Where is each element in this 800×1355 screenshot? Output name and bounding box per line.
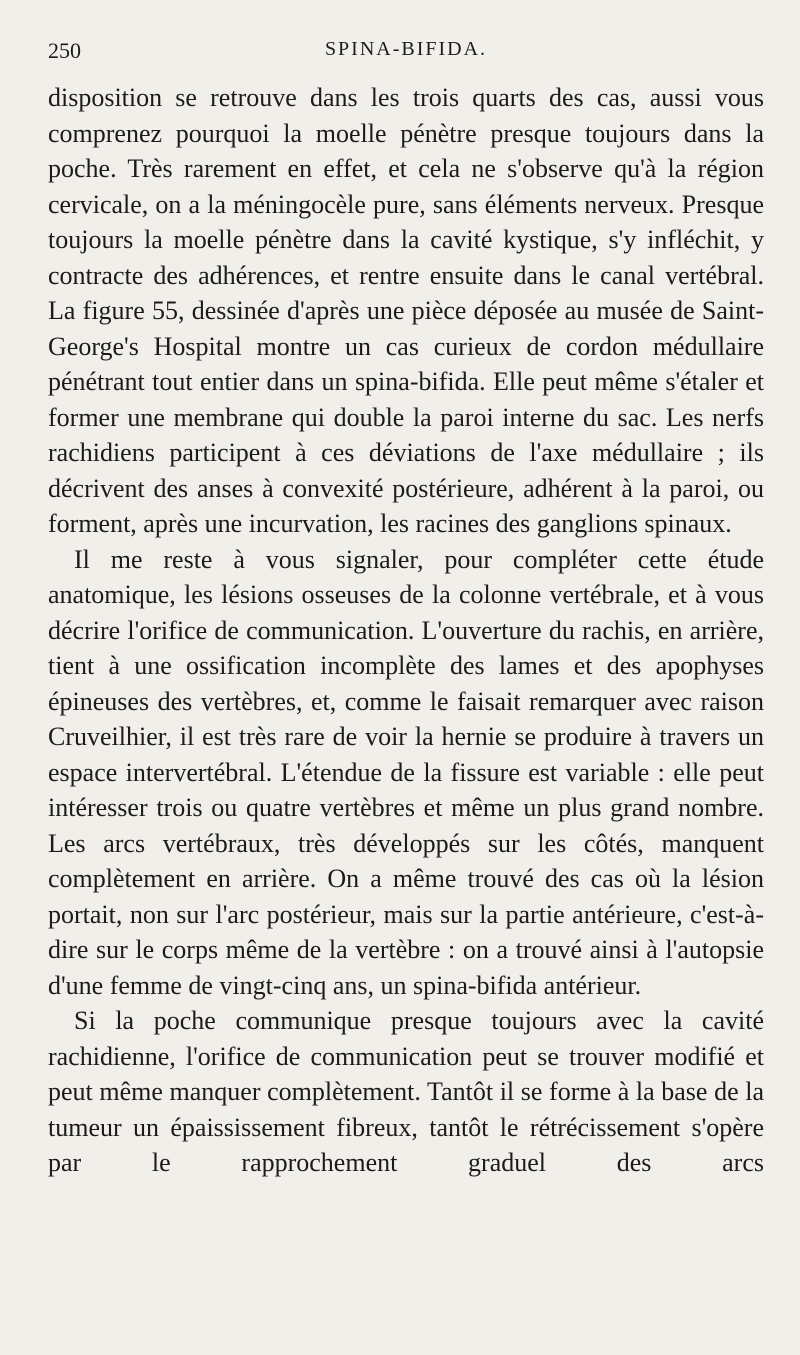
paragraph-2: Il me reste à vous signaler, pour compléter cette étude anatomique, les lésions osseuses de la colonne vertébrale, et à vous décrire l'orifice de communication. L'ouverture du rachis, en arrière, tient à une ossification incomplète des lames et des apophyses épineuses des vertèbres, et, comme le faisait remarquer avec raison Cruveilhier, il est très rare de voir la hernie se produire à travers un espace intervertébral. L'étendue de la fissure est variable : elle peut intéresser trois ou quatre vertèbres et même un plus grand nombre. Les arcs vertébraux, très développés sur les côtés, manquent complètement en arrière. On a même trouvé des cas où la lésion portait, non sur l'arc postérieur, mais sur la partie antérieure, c'est-à-dire sur le corps même de la vertèbre : on a trouvé ainsi à l'autopsie d'une femme de vingt-cinq ans, un spina-bifida antérieur. bbox=[48, 544, 764, 1000]
paragraph-3: Si la poche communique presque toujours avec la cavité rachidienne, l'orifice de communication peut se trouver modifié et peut même manquer complètement. Tantôt il se forme à la base de la tumeur un épaississement fibreux, tantôt le rétrécissement s'opère par le rapprochement graduel des arcs bbox=[48, 1006, 764, 1177]
page-header bbox=[48, 38, 764, 68]
body-text bbox=[48, 80, 764, 1181]
page-number: 250 bbox=[48, 38, 81, 63]
running-title: SPINA-BIFIDA. bbox=[324, 38, 488, 60]
paragraph-1: disposition se retrouve dans les trois quarts des cas, aussi vous comprenez pourquoi la moelle pénètre presque toujours dans la poche. Très rarement en effet, et cela ne s'observe qu'à la région cervicale, on a la méningocèle pure, sans éléments nerveux. Presque toujours la moelle pénètre dans la cavité kystique, s'y infléchit, y contracte des adhérences, et rentre ensuite dans le canal vertébral. La figure 55, dessinée d'après une pièce déposée au musée de Saint-George's Hospital montre un cas curieux de cordon médullaire pénétrant tout entier dans un spina-bifida. Elle peut même s'étaler et former une membrane qui double la paroi interne du sac. Les nerfs rachidiens participent à ces déviations de l'axe médullaire ; ils décrivent des anses à convexité postérieure, adhérent à la paroi, ou forment, après une incurvation, les racines des ganglions spinaux. bbox=[48, 83, 764, 538]
